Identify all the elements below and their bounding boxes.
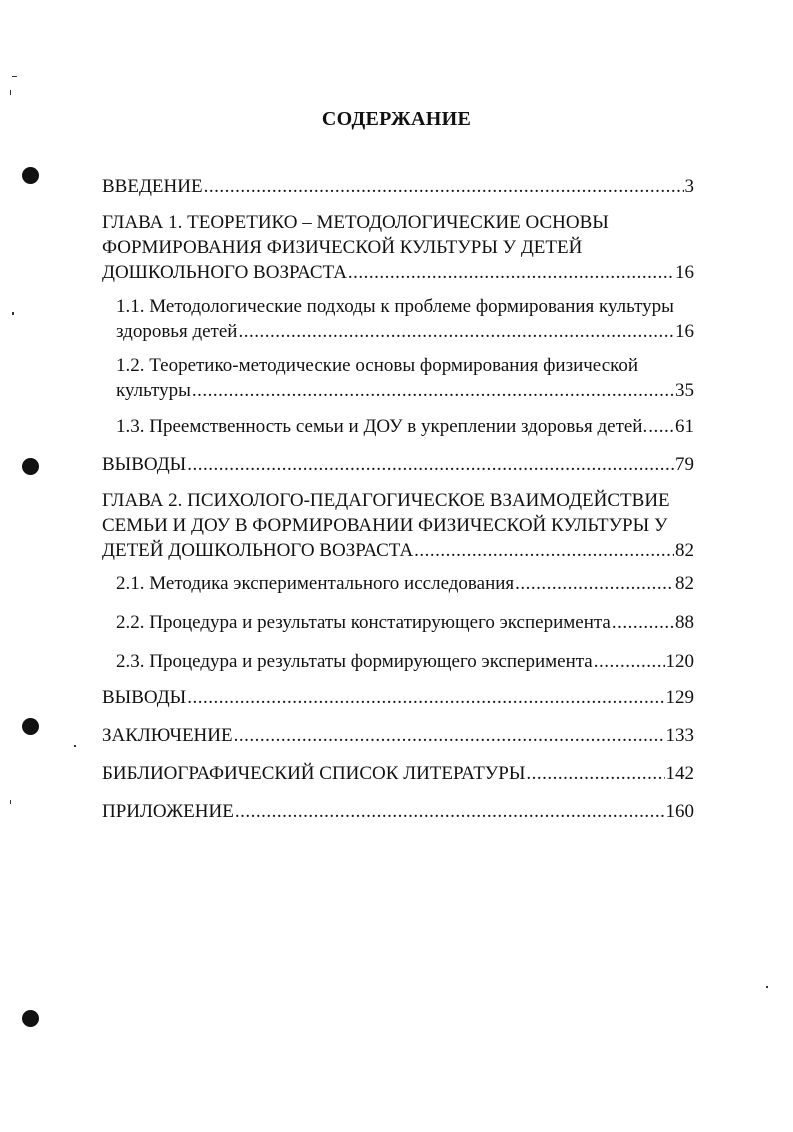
- toc-page-number: 16: [675, 262, 694, 283]
- toc-entry-section-2-2[interactable]: [116, 610, 694, 635]
- toc-entry-section-1-3[interactable]: [116, 414, 694, 439]
- toc-entry-bibliography[interactable]: [102, 761, 694, 786]
- dot-leader: [348, 260, 674, 285]
- toc-entry-conclusion[interactable]: [102, 723, 694, 748]
- dot-leader: [612, 610, 674, 635]
- toc-entry-label: 2.1. Методика экспериментального исследования: [116, 573, 515, 594]
- toc-page-number: 129: [665, 687, 694, 708]
- toc-entry-appendix[interactable]: [102, 799, 694, 824]
- toc-entry-label-line: 1.1. Методологические подходы к проблеме формирования культуры: [116, 296, 674, 317]
- toc-entry-section-2-1[interactable]: [116, 571, 694, 596]
- toc-entry-label: ДОШКОЛЬНОГО ВОЗРАСТА: [102, 262, 347, 283]
- toc-page-number: 142: [665, 763, 694, 784]
- toc-page-number: 3: [684, 176, 694, 197]
- dot-leader: [648, 414, 674, 439]
- binder-hole-icon: [22, 167, 39, 184]
- toc-entry-label: здоровья детей: [116, 321, 238, 342]
- toc-entry-label-line: 1.2. Теоретико-методические основы формирования физической: [116, 355, 639, 376]
- toc-entry-label-line: ФОРМИРОВАНИЯ ФИЗИЧЕСКОЙ КУЛЬТУРЫ У ДЕТЕЙ: [102, 237, 583, 258]
- toc-entry-label: ЗАКЛЮЧЕНИЕ: [102, 725, 233, 746]
- toc-page-number: 16: [675, 321, 694, 342]
- toc-page-number: 133: [665, 725, 694, 746]
- toc-page-number: 35: [675, 380, 694, 401]
- toc-entry-section-1-2[interactable]: [116, 353, 694, 403]
- toc-entry-label: культуры: [116, 380, 191, 401]
- binder-hole-icon: [22, 718, 39, 735]
- toc-page-number: 160: [665, 801, 694, 822]
- toc-page-number: 120: [665, 651, 694, 672]
- scan-speck: [12, 76, 17, 77]
- toc-page-number: 82: [675, 573, 694, 594]
- toc-entry-conclusions-1[interactable]: [102, 452, 694, 477]
- dot-leader: [594, 649, 665, 674]
- toc-entry-label: 2.2. Процедура и результаты констатирующего эксперимента: [116, 612, 611, 633]
- dot-leader: [192, 378, 674, 403]
- dot-leader: [515, 571, 674, 596]
- scan-speck: [10, 800, 11, 804]
- toc-entry-label: 2.3. Процедура и результаты формирующего эксперимента: [116, 651, 593, 672]
- binder-hole-icon: [22, 458, 39, 475]
- dot-leader: [234, 723, 665, 748]
- toc-entry-conclusions-2[interactable]: [102, 685, 694, 710]
- toc-entry-label: ВВЕДЕНИЕ: [102, 176, 203, 197]
- toc-entry-section-2-3[interactable]: [116, 649, 694, 674]
- toc-entry-label: ПРИЛОЖЕНИЕ: [102, 801, 234, 822]
- scan-speck: [10, 90, 11, 95]
- toc-entry-label: ВЫВОДЫ: [102, 687, 187, 708]
- toc-entry-chapter-1[interactable]: [102, 210, 694, 285]
- toc-entry-label: БИБЛИОГРАФИЧЕСКИЙ СПИСОК ЛИТЕРАТУРЫ: [102, 763, 526, 784]
- toc-page-number: 82: [675, 540, 694, 561]
- dot-leader: [187, 452, 674, 477]
- toc-entry-chapter-2[interactable]: [102, 488, 694, 563]
- toc-page-number: 61: [675, 416, 694, 437]
- dot-leader: [526, 761, 664, 786]
- binder-hole-icon: [22, 1010, 39, 1027]
- scan-speck: [766, 986, 768, 988]
- toc-entry-label: ДЕТЕЙ ДОШКОЛЬНОГО ВОЗРАСТА: [102, 540, 414, 561]
- toc-entry-label: ВЫВОДЫ: [102, 454, 187, 475]
- dot-leader: [187, 685, 664, 710]
- toc-entry-label: 1.3. Преемственность семьи и ДОУ в укреплении здоровья детей.: [116, 416, 648, 437]
- scan-speck: [12, 312, 14, 315]
- dot-leader: [204, 174, 684, 199]
- dot-leader: [414, 538, 674, 563]
- toc-entry-label-line: ГЛАВА 1. ТЕОРЕТИКО – МЕТОДОЛОГИЧЕСКИЕ ОСНОВЫ: [102, 212, 609, 233]
- page-title: СОДЕРЖАНИЕ: [321, 108, 472, 130]
- toc-page-number: 88: [675, 612, 694, 633]
- scan-speck: [74, 745, 76, 747]
- toc-entry-section-1-1[interactable]: [116, 294, 694, 344]
- dot-leader: [238, 319, 674, 344]
- toc-entry-label-line: ГЛАВА 2. ПСИХОЛОГО-ПЕДАГОГИЧЕСКОЕ ВЗАИМОДЕЙСТВИЕ: [102, 490, 670, 511]
- toc-page-number: 79: [675, 454, 694, 475]
- toc-entry-label-line: СЕМЬИ И ДОУ В ФОРМИРОВАНИИ ФИЗИЧЕСКОЙ КУЛЬТУРЫ У: [102, 515, 668, 536]
- toc-entry-introduction[interactable]: [102, 174, 694, 199]
- dot-leader: [235, 799, 665, 824]
